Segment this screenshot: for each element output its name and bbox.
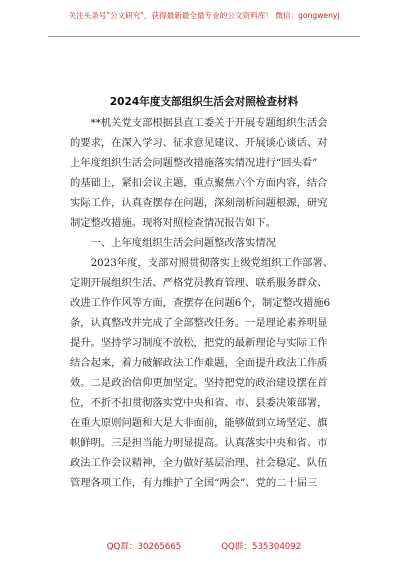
body-line: 效。二是政治信仰更加坚定。坚持把党的政治建设摆在首 xyxy=(70,377,328,389)
body-line: 上年度组织生活会问题整改措施落实情况进行“回头看” xyxy=(70,157,318,169)
footer xyxy=(0,540,408,552)
body-line: 结合起来，着力破解政法工作难题，全面提升政法工作质 xyxy=(70,357,328,369)
body-line: 制定整改措施。现将对照检查情况报告如下。 xyxy=(70,217,276,229)
body-line: 的基础上，紧扣会议主题，重点聚焦六个方面内容，结合 xyxy=(70,177,328,189)
body-line: 2023年度，支部对照贯彻落实上级党组织工作部署、 xyxy=(70,257,334,269)
body-line: **机关党支部根据县直工委关于开展专题组织生活会 xyxy=(70,117,328,129)
header-banner: 关注头条号"公文研究"，获得最新最全最专业的公文资料库！ 微信：gongwenyj xyxy=(68,11,340,20)
body-line: 条，认真整改并完成了全部整改任务。一是理论素养明显 xyxy=(70,317,328,329)
body-line: 政法工作会议精神，全力做好基层治理、社会稳定、队伍 xyxy=(70,457,328,469)
body-line: 的要求，在深入学习、征求意见建议、开展谈心谈话、对 xyxy=(70,137,328,149)
footer-qq-group-1: QQ群：30265665 xyxy=(106,542,182,552)
body-line: 管理各项工作，有力维护了全国“两会”、党的二十届三 xyxy=(70,477,318,489)
body-line: 在重大原则问题和大是大非面前，能够做到立场坚定、旗 xyxy=(70,417,328,429)
body-line: 改进工作作风等方面，查摆存在问题6个，制定整改措施6 xyxy=(70,297,331,309)
body-line: 帜鲜明。三是担当能力明显提高。认真落实中央和省、市 xyxy=(70,437,328,449)
section-heading: 一、上年度组织生活会问题整改落实情况 xyxy=(70,237,276,249)
body-line: 定期开展组织生活、严格党员教育管理、联系服务群众、 xyxy=(70,277,328,289)
header-divider xyxy=(48,36,360,37)
body-line: 位，不折不扣贯彻落实党中央和省、市、县委决策部署， xyxy=(70,397,328,409)
body-line: 提升。坚持学习制度不放松，把党的最新理论与实际工作 xyxy=(70,337,328,349)
body-line: 实际工作，认真查摆存在问题，深刻剖析问题根源，研究 xyxy=(70,197,328,209)
footer-qq-group-2: QQ群：535304092 xyxy=(221,542,302,552)
document-title: 2024年度支部组织生活会对照检查材料 xyxy=(109,96,299,108)
